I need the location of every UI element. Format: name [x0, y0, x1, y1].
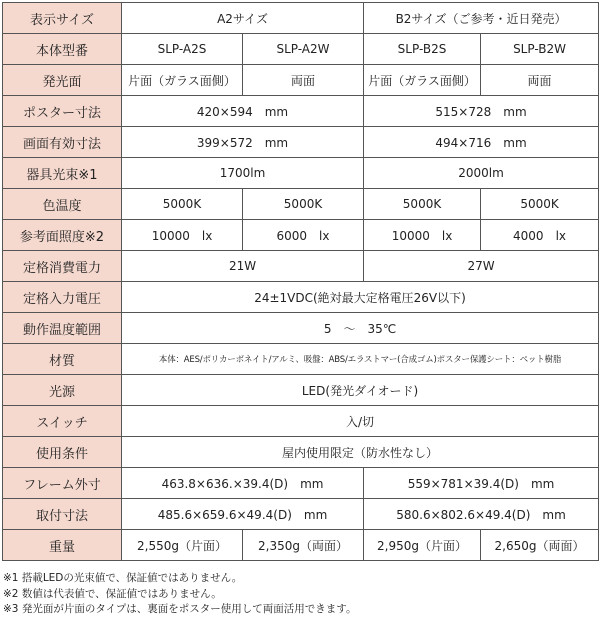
- footnote: ※3 発光面が片面のタイプは、裏面をポスター使用して両面活用できます。: [3, 603, 357, 615]
- table-cell: 21W: [122, 251, 364, 282]
- table-row: [3, 468, 599, 499]
- table-cell: 10000 lx: [364, 220, 481, 251]
- table-cell: 片面（ガラス面側）: [364, 65, 481, 96]
- row-label: 器具光束※1: [3, 158, 122, 189]
- row-label: 取付寸法: [3, 499, 122, 530]
- table-cell: 463.8×636.×39.4(D) mm: [122, 468, 364, 499]
- row-label: 本体型番: [3, 34, 122, 65]
- table-cell: 2,650g（両面）: [481, 530, 599, 561]
- row-label: 動作温度範囲: [3, 313, 122, 344]
- row-label: 色温度: [3, 189, 122, 220]
- row-label: 定格入力電圧: [3, 282, 122, 313]
- table-cell: 5000K: [481, 189, 599, 220]
- table-cell: SLP-B2S: [364, 34, 481, 65]
- row-label: 使用条件: [3, 437, 122, 468]
- table-cell: 485.6×659.6×49.4(D) mm: [122, 499, 364, 530]
- table-cell: 2,950g（片面）: [364, 530, 481, 561]
- column-header-b2: B2サイズ（ご参考・近日発売）: [364, 3, 599, 34]
- table-row: [3, 344, 599, 375]
- table-row: [3, 437, 599, 468]
- row-label: 発光面: [3, 65, 122, 96]
- table-cell: 入/切: [122, 406, 599, 437]
- table-cell: 10000 lx: [122, 220, 243, 251]
- table-cell: 420×594 mm: [122, 96, 364, 127]
- table-cell: 本体：AES/ポリカーボネイト/アルミ、吸盤：ABS/エラストマー(合成ゴム)ポスター保護シート：ペット樹脂: [122, 344, 599, 375]
- table-cell: 4000 lx: [481, 220, 599, 251]
- footnote: ※2 数値は代表値で、保証値ではありません。: [3, 587, 222, 600]
- table-cell: 1700lm: [122, 158, 364, 189]
- table-row: [3, 65, 599, 96]
- table-row: [3, 499, 599, 530]
- table-row: [3, 220, 599, 251]
- table-row: [3, 127, 599, 158]
- table-row: [3, 530, 599, 561]
- table-cell: 515×728 mm: [364, 96, 599, 127]
- table-cell: 屋内使用限定（防水性なし）: [122, 437, 599, 468]
- table-cell: 399×572 mm: [122, 127, 364, 158]
- table-row: [3, 158, 599, 189]
- table-cell: 2000lm: [364, 158, 599, 189]
- table-cell: 5000K: [364, 189, 481, 220]
- table-cell: 2,350g（両面）: [243, 530, 364, 561]
- column-header-a2: A2サイズ: [122, 3, 364, 34]
- table-row: [3, 34, 599, 65]
- row-label: 重量: [3, 530, 122, 561]
- row-label: 画面有効寸法: [3, 127, 122, 158]
- row-label: 表示サイズ: [3, 3, 122, 34]
- table-row: [3, 251, 599, 282]
- table-row: [3, 406, 599, 437]
- table-cell: 27W: [364, 251, 599, 282]
- table-row: [3, 282, 599, 313]
- table-cell: SLP-B2W: [481, 34, 599, 65]
- table-cell: 両面: [481, 65, 599, 96]
- table-cell: 片面（ガラス面側）: [122, 65, 243, 96]
- footnote: ※1 搭載LEDの光束値で、保証値ではありません。: [3, 572, 243, 584]
- table-cell: 2,550g（片面）: [122, 530, 243, 561]
- table-cell: 24±1VDC(絶対最大定格電圧26V以下): [122, 282, 599, 313]
- row-label: フレーム外寸: [3, 468, 122, 499]
- table-row: [3, 313, 599, 344]
- table-row: [3, 375, 599, 406]
- table-header-row: [3, 3, 599, 34]
- spec-table: [2, 2, 599, 561]
- table-cell: 5000K: [243, 189, 364, 220]
- row-label: 参考面照度※2: [3, 220, 122, 251]
- table-cell: SLP-A2S: [122, 34, 243, 65]
- row-label: 光源: [3, 375, 122, 406]
- table-row: [3, 96, 599, 127]
- table-cell: 494×716 mm: [364, 127, 599, 158]
- table-cell: 両面: [243, 65, 364, 96]
- table-cell: 559×781×39.4(D) mm: [364, 468, 599, 499]
- table-cell: 6000 lx: [243, 220, 364, 251]
- table-cell: LED(発光ダイオード): [122, 375, 599, 406]
- row-label: 材質: [3, 344, 122, 375]
- row-label: スイッチ: [3, 406, 122, 437]
- row-label: 定格消費電力: [3, 251, 122, 282]
- footnotes: [3, 571, 597, 618]
- table-cell: 580.6×802.6×49.4(D) mm: [364, 499, 599, 530]
- table-cell: 5000K: [122, 189, 243, 220]
- table-cell: 5 ～ 35℃: [122, 313, 599, 344]
- row-label: ポスター寸法: [3, 96, 122, 127]
- table-row: [3, 189, 599, 220]
- table-cell: SLP-A2W: [243, 34, 364, 65]
